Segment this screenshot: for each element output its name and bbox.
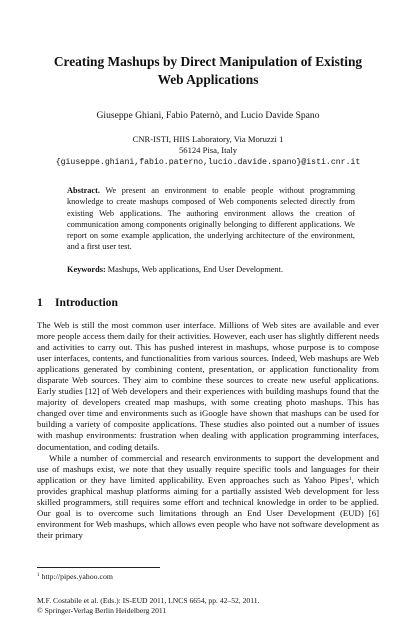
paragraph-2-start: While a number of commercial and research environments to support the development and use of mashups exist, we note that they usually require specific tools and languages for their application or they have limited applicability. Even approaches such as Yahoo Pipes bbox=[37, 452, 379, 485]
affiliation-emails: {giuseppe.ghiani,fabio.paterno,lucio.davide.spano}@isti.cnr.it bbox=[55, 158, 361, 167]
footnote-mark: 1 bbox=[37, 573, 40, 578]
body-text bbox=[37, 320, 379, 541]
colophon-citation: M.F. Costabile et al. (Eds.): IS-EUD 2011, LNCS 6654, pp. 42–52, 2011. bbox=[37, 596, 260, 605]
section-number: 1 bbox=[37, 296, 43, 309]
title-line-1: Creating Mashups by Direct Manipulation of Existing bbox=[53, 54, 363, 69]
affiliation bbox=[0, 134, 416, 168]
author-list: Giuseppe Ghiani, Fabio Paternò, and Lucio Davide Spano bbox=[96, 110, 320, 121]
colophon bbox=[37, 596, 259, 616]
paragraph-1: The Web is still the most common user interface. Millions of Web sites are available and ever more people access them daily for their activities. However, each user has slightly different needs and activities to carry out. This has pushed interest in mashups, whose purpose is to compose user interfaces, contents, and functionalities from various sources. Indeed, Web mashups are Web applications generated by combining content, presentation, or application functionality from disparate Web sources. They aim to combine these sources to create new useful applications. Early studies [12] of Web developers and their experiences with building mashups found that the majority of developers created map mashups, with some creating photo mashups. This has changed over time and environments such as iGoogle have shown that mashups can be used for building a variety of composite applications. These studies also pointed out a number of issues with mashup environments: frustration when dealing with application programming interfaces, documentation, and coding details. bbox=[37, 320, 379, 452]
keywords bbox=[67, 264, 355, 275]
abstract-text: We present an environment to enable people without programming knowledge to create mashups composed of Web components selected directly from existing Web applications. The authoring environment allows the creation of communication among components originally belonging to different applications. We report on some example application, the underlying architecture of the environment, and a first user test. bbox=[67, 186, 355, 252]
footnote bbox=[37, 572, 113, 582]
keywords-label: Keywords: bbox=[67, 265, 106, 274]
abstract-label: Abstract. bbox=[67, 186, 100, 195]
affiliation-institution: CNR-ISTI, HIIS Laboratory, Via Moruzzi 1 bbox=[132, 134, 284, 144]
affiliation-city: 56124 Pisa, Italy bbox=[178, 145, 237, 155]
keywords-text: Mashups, Web applications, End User Development. bbox=[107, 265, 284, 274]
paragraph-2-rest: , which provides graphical mashup platforms aiming for a partially assisted Web development for less skilled programmers, still requires some effort and technical knowledge in order to be applied. Our goal is to overcome such limitations through an End User Development (EUD) [6] environment for Web mashups, which allows even people who have not software development as their primary bbox=[37, 474, 380, 540]
colophon-copyright: © Springer-Verlag Berlin Heidelberg 2011 bbox=[37, 606, 167, 615]
footnote-reference: 1 bbox=[348, 475, 352, 482]
title-line-2: Web Applications bbox=[157, 72, 259, 87]
abstract bbox=[67, 185, 355, 253]
paragraph-2 bbox=[37, 453, 379, 541]
section-title: Introduction bbox=[55, 296, 118, 309]
paper-title bbox=[44, 53, 372, 89]
section-heading bbox=[37, 296, 118, 310]
footnote-divider bbox=[37, 567, 160, 568]
footnote-link[interactable]: http://pipes.yahoo.com bbox=[41, 572, 113, 581]
